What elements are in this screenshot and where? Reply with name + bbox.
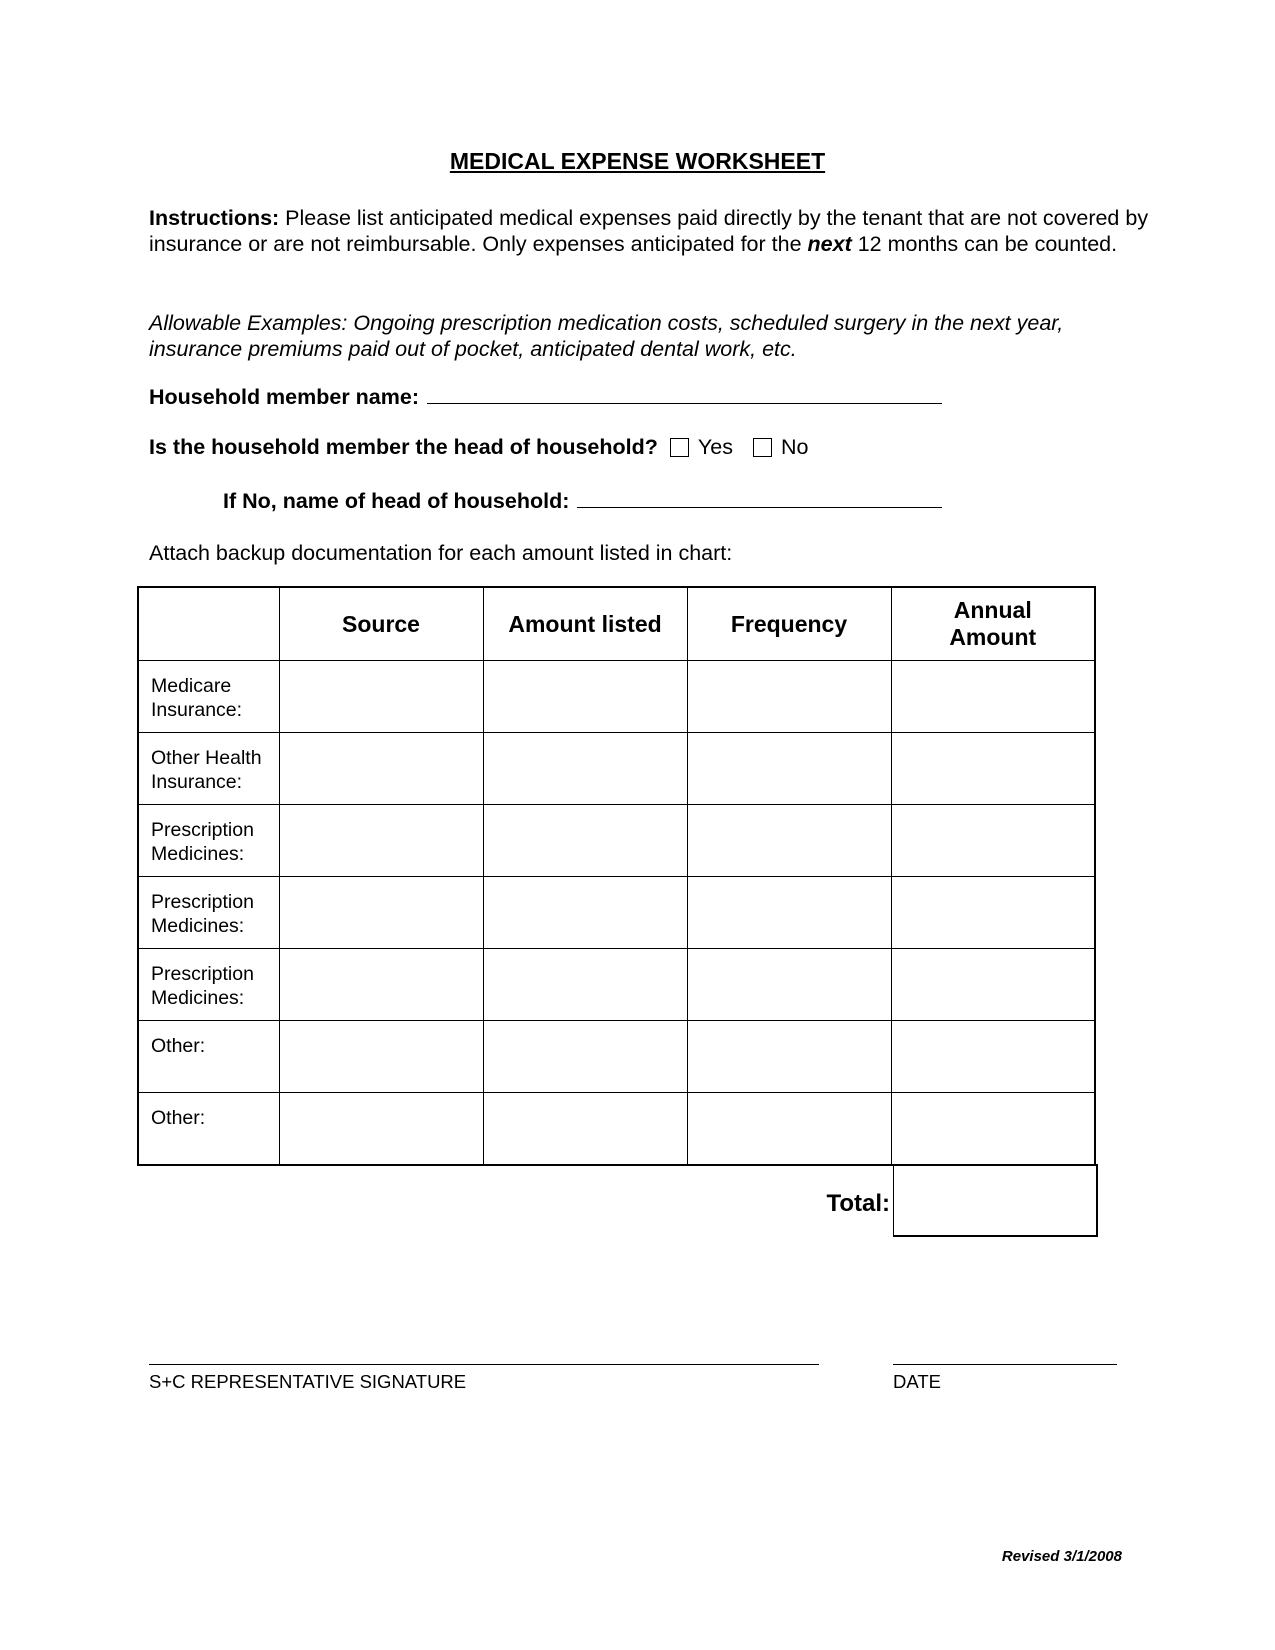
frequency-cell[interactable] xyxy=(687,1021,891,1093)
source-cell[interactable] xyxy=(279,949,483,1021)
row-label: Other: xyxy=(138,1093,279,1166)
page-title: MEDICAL EXPENSE WORKSHEET xyxy=(449,148,826,174)
instructions-paragraph xyxy=(149,205,1159,257)
no-label: No xyxy=(780,435,809,459)
date-line[interactable] xyxy=(893,1364,1117,1365)
frequency-cell[interactable] xyxy=(687,661,891,733)
table-row xyxy=(138,877,1095,949)
no-option[interactable] xyxy=(753,435,808,460)
frequency-cell[interactable] xyxy=(687,949,891,1021)
total-field[interactable] xyxy=(893,1164,1098,1237)
no-checkbox[interactable] xyxy=(753,438,772,457)
allowable-examples: Allowable Examples: Ongoing prescription medication costs, scheduled surgery in the next year, insurance premiums paid out of pocket, anticipated dental work, etc. xyxy=(149,311,1064,361)
amount-cell[interactable] xyxy=(483,949,687,1021)
table-row xyxy=(138,805,1095,877)
frequency-cell[interactable] xyxy=(687,805,891,877)
source-cell[interactable] xyxy=(279,661,483,733)
instructions-emphasis: next xyxy=(807,232,852,256)
attach-note: Attach backup documentation for each amount listed in chart: xyxy=(149,541,733,565)
amount-cell[interactable] xyxy=(483,661,687,733)
annual-cell[interactable] xyxy=(891,877,1095,949)
amount-cell[interactable] xyxy=(483,1093,687,1166)
expense-table xyxy=(137,586,1096,1166)
source-cell[interactable] xyxy=(279,1093,483,1166)
header-source: Source xyxy=(279,587,483,661)
amount-cell[interactable] xyxy=(483,877,687,949)
yes-checkbox[interactable] xyxy=(670,438,689,457)
table-row xyxy=(138,733,1095,805)
source-cell[interactable] xyxy=(279,877,483,949)
row-label: Prescription Medicines: xyxy=(138,805,279,877)
frequency-cell[interactable] xyxy=(687,877,891,949)
instructions-text-before: Please list anticipated medical expenses paid directly by the tenant that are not covered by insurance or are not reimbursable. Only expenses anticipated for the xyxy=(149,206,1149,256)
head-name-field[interactable] xyxy=(577,487,942,508)
amount-cell[interactable] xyxy=(483,805,687,877)
amount-cell[interactable] xyxy=(483,1021,687,1093)
frequency-cell[interactable] xyxy=(687,1093,891,1166)
annual-cell[interactable] xyxy=(891,1021,1095,1093)
head-of-household-row xyxy=(149,435,808,460)
date-label: DATE xyxy=(893,1371,941,1392)
row-label: Medicare Insurance: xyxy=(138,661,279,733)
head-of-household-question: Is the household member the head of household? xyxy=(149,435,658,459)
header-blank xyxy=(138,587,279,661)
header-annual-amount: Annual Amount xyxy=(891,587,1095,661)
header-frequency: Frequency xyxy=(687,587,891,661)
frequency-cell[interactable] xyxy=(687,733,891,805)
table-header-row xyxy=(138,587,1095,661)
annual-cell[interactable] xyxy=(891,1093,1095,1166)
table-row xyxy=(138,1021,1095,1093)
source-cell[interactable] xyxy=(279,733,483,805)
household-member-row xyxy=(149,383,942,410)
annual-cell[interactable] xyxy=(891,661,1095,733)
head-name-label: If No, name of head of household: xyxy=(223,489,570,513)
total-label: Total: xyxy=(826,1190,890,1217)
signature-label: S+C REPRESENTATIVE SIGNATURE xyxy=(149,1371,467,1392)
table-row xyxy=(138,1093,1095,1166)
signature-line[interactable] xyxy=(149,1364,819,1365)
row-label: Other: xyxy=(138,1021,279,1093)
row-label: Prescription Medicines: xyxy=(138,949,279,1021)
table-row xyxy=(138,661,1095,733)
instructions-label: Instructions: xyxy=(149,206,280,230)
instructions-text-after: 12 months can be counted. xyxy=(851,232,1118,256)
yes-label: Yes xyxy=(697,435,733,459)
table-row xyxy=(138,949,1095,1021)
row-label: Prescription Medicines: xyxy=(138,877,279,949)
yes-option[interactable] xyxy=(670,435,733,460)
annual-cell[interactable] xyxy=(891,805,1095,877)
revised-date: Revised 3/1/2008 xyxy=(1001,1548,1122,1565)
header-amount-listed: Amount listed xyxy=(483,587,687,661)
head-name-row xyxy=(223,487,942,514)
household-member-label: Household member name: xyxy=(149,385,419,409)
row-label: Other Health Insurance: xyxy=(138,733,279,805)
household-member-name-field[interactable] xyxy=(427,383,942,404)
annual-cell[interactable] xyxy=(891,949,1095,1021)
annual-cell[interactable] xyxy=(891,733,1095,805)
source-cell[interactable] xyxy=(279,805,483,877)
source-cell[interactable] xyxy=(279,1021,483,1093)
amount-cell[interactable] xyxy=(483,733,687,805)
